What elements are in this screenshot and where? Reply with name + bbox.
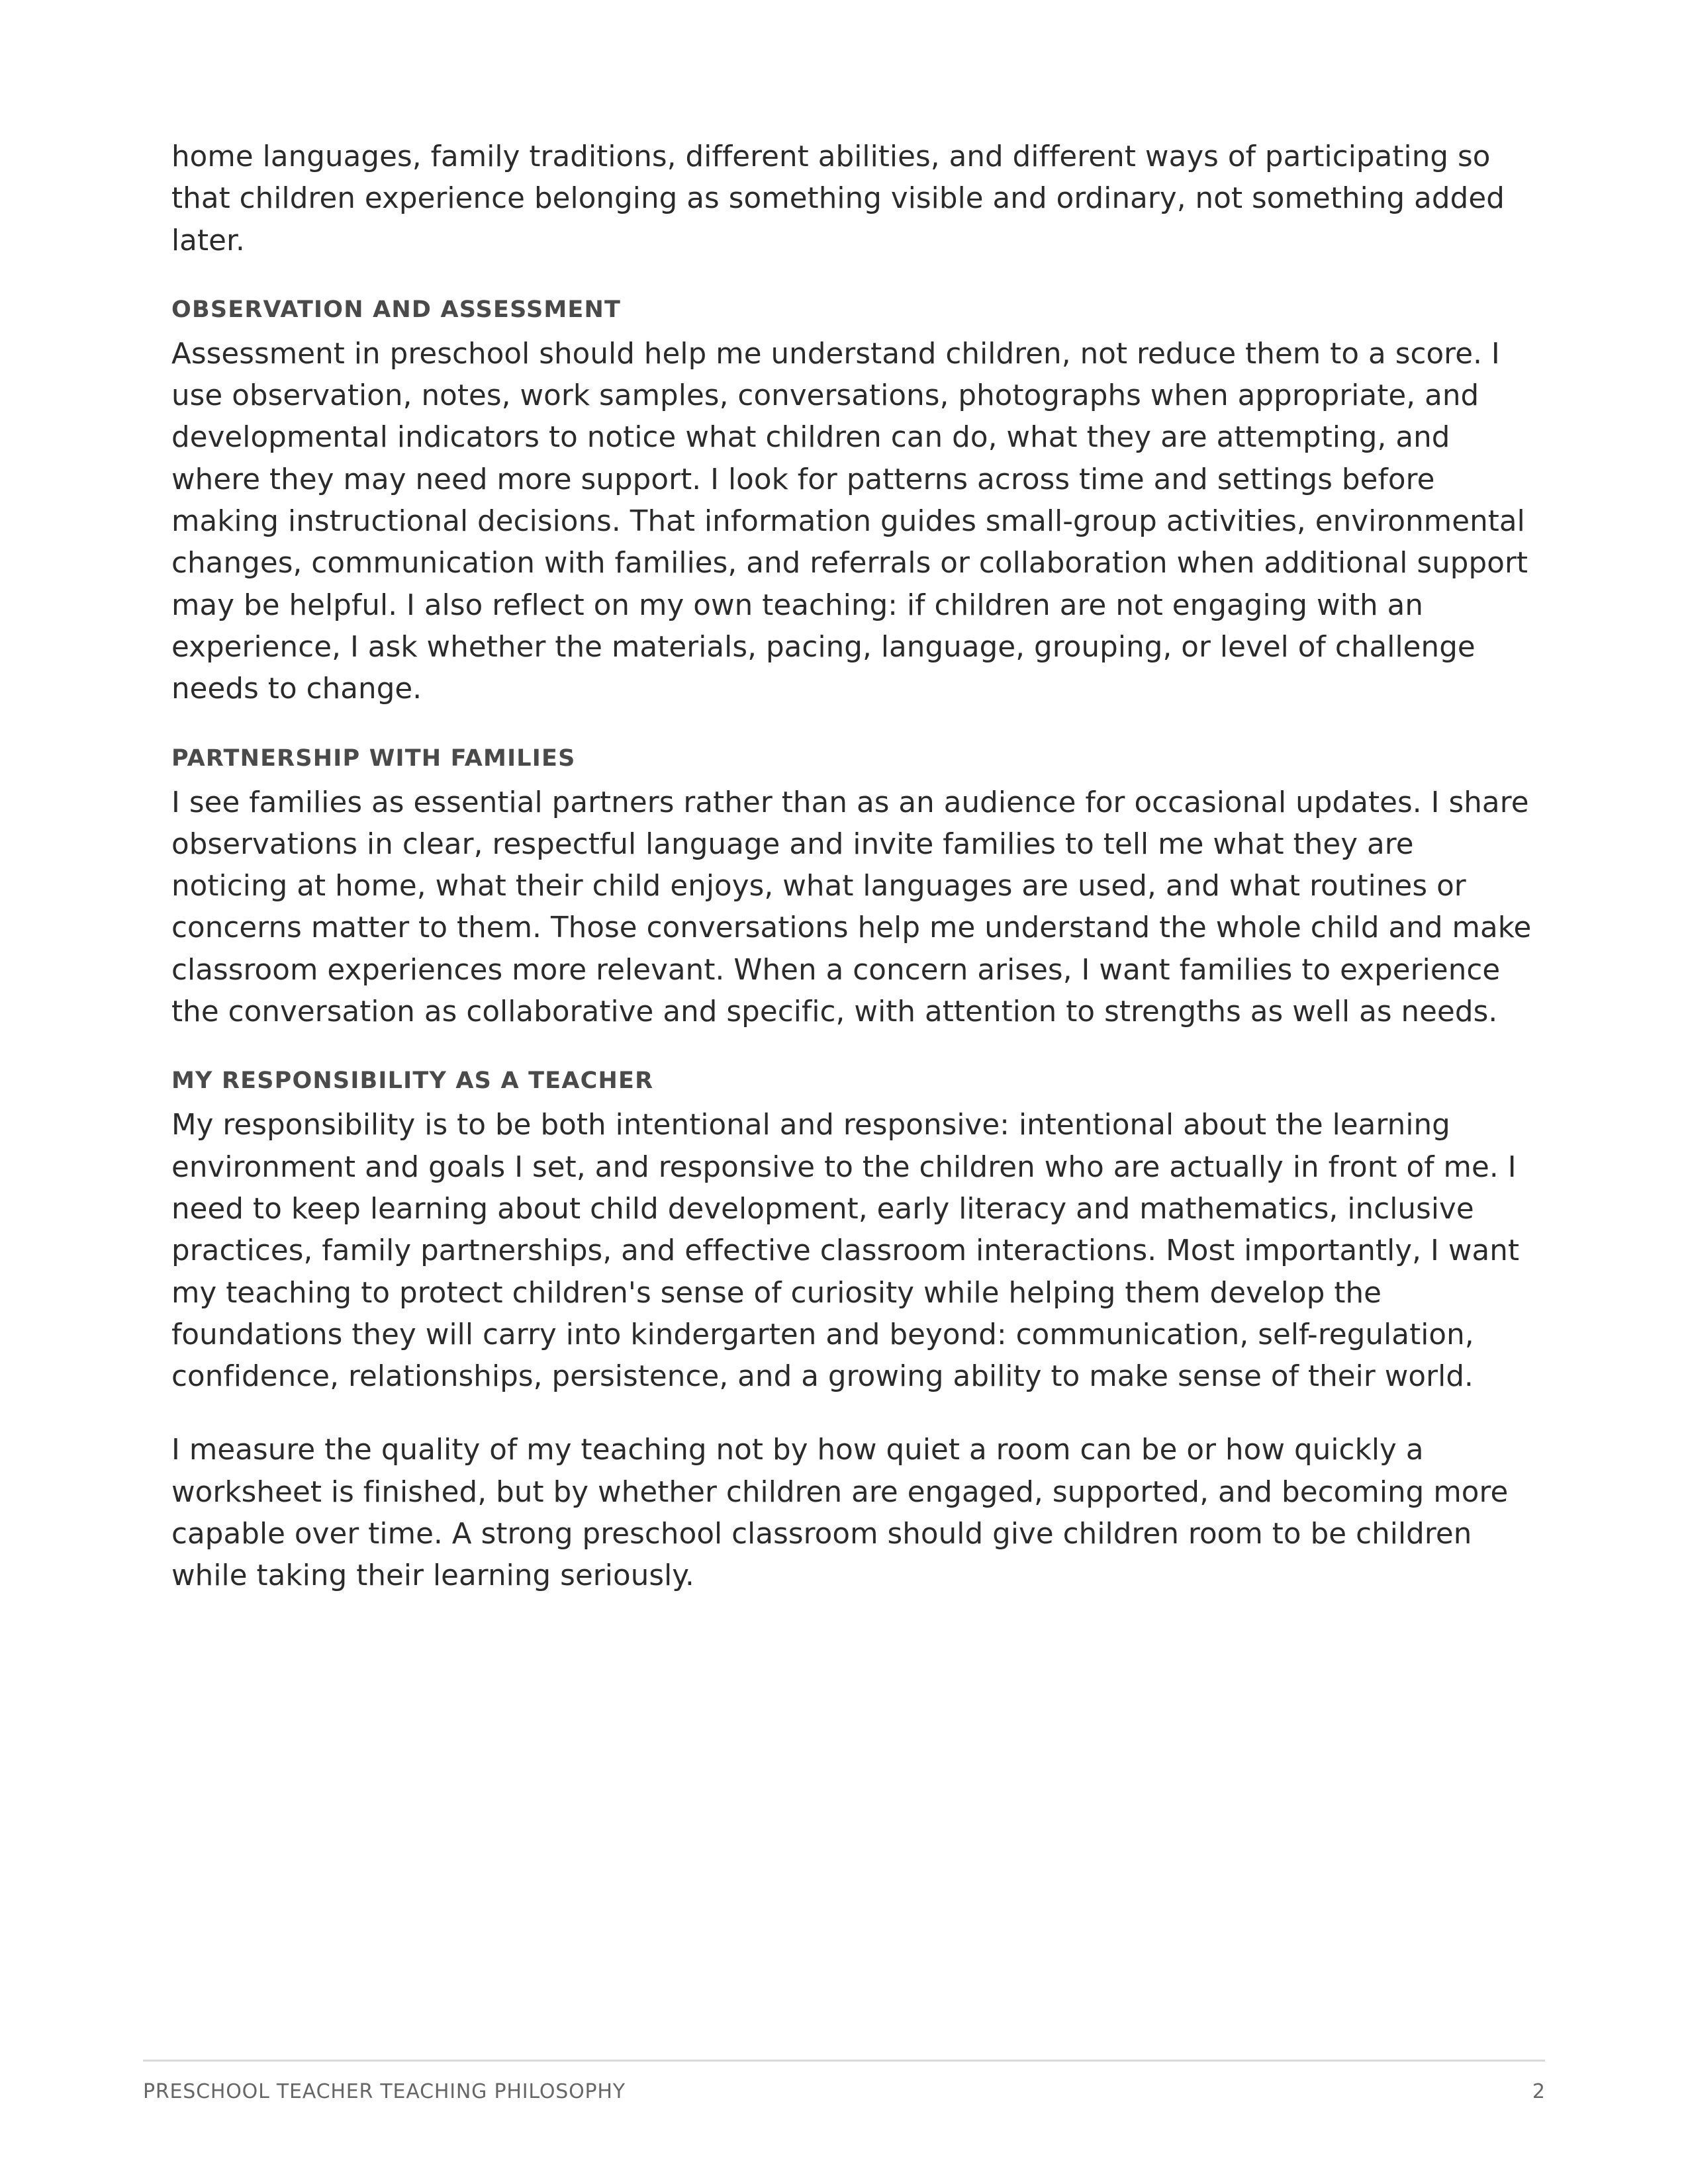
- text-line: making instructional decisions. That information guides small-group activities, environmental: [171, 505, 1525, 539]
- text-line: may be helpful. I also reflect on my own teaching: if children are not engaging with an: [171, 588, 1424, 622]
- text-line: home languages, family traditions, different abilities, and different ways of participating so: [171, 140, 1491, 173]
- text-line: capable over time. A strong preschool classroom should give children room to be children: [171, 1518, 1472, 1551]
- section-heading-families: PARTNERSHIP WITH FAMILIES: [171, 745, 576, 772]
- text-line: worksheet is finished, but by whether children are engaged, supported, and becoming more: [171, 1475, 1509, 1509]
- text-line: practices, family partnerships, and effective classroom interactions. Most importantly, I want: [171, 1234, 1520, 1268]
- text-line: developmental indicators to notice what children can do, what they are attempting, and: [171, 421, 1450, 455]
- closing-paragraph: [171, 1430, 1535, 1597]
- footer-title: PRESCHOOL TEACHER TEACHING PHILOSOPHY: [143, 2080, 626, 2103]
- observation-paragraph: [171, 334, 1535, 711]
- intro-paragraph: [171, 136, 1535, 262]
- text-line: classroom experiences more relevant. When a concern arises, I want families to experience: [171, 953, 1501, 987]
- text-line: foundations they will carry into kindergarten and beyond: communication, self-regulation,: [171, 1318, 1474, 1351]
- families-paragraph: [171, 782, 1535, 1034]
- page-content: [171, 136, 1535, 1598]
- text-line: use observation, notes, work samples, conversations, photographs when appropriate, and: [171, 379, 1479, 413]
- text-line: concerns matter to them. Those conversations help me understand the whole child and make: [171, 911, 1532, 945]
- text-line: later.: [171, 224, 245, 257]
- text-line: I see families as essential partners rather than as an audience for occasional updates. I share: [171, 786, 1529, 819]
- text-line: the conversation as collaborative and specific, with attention to strengths as well as needs.: [171, 995, 1498, 1029]
- responsibility-paragraph: [171, 1105, 1535, 1398]
- text-line: experience, I ask whether the materials, pacing, language, grouping, or level of challenge: [171, 630, 1476, 664]
- text-line: observations in clear, respectful language and invite families to tell me what they are: [171, 827, 1414, 861]
- text-line: my teaching to protect children's sense of curiosity while helping them develop the: [171, 1276, 1382, 1310]
- text-line: changes, communication with families, and referrals or collaboration when additional support: [171, 547, 1528, 580]
- text-line: environment and goals I set, and responsive to the children who are actually in front of me. I: [171, 1150, 1517, 1184]
- text-line: noticing at home, what their child enjoys, what languages are used, and what routines or: [171, 870, 1466, 903]
- text-line: I measure the quality of my teaching not by how quiet a room can be or how quickly a: [171, 1433, 1424, 1467]
- text-line: that children experience belonging as something visible and ordinary, not something added: [171, 182, 1505, 216]
- text-line: need to keep learning about child development, early literacy and mathematics, inclusive: [171, 1192, 1474, 1226]
- page-number: 2: [1532, 2080, 1545, 2103]
- text-line: confidence, relationships, persistence, and a growing ability to make sense of their world.: [171, 1360, 1474, 1394]
- footer-divider: [143, 2060, 1545, 2062]
- text-line: while taking their learning seriously.: [171, 1559, 694, 1593]
- text-line: Assessment in preschool should help me understand children, not reduce them to a score. I: [171, 337, 1500, 371]
- text-line: needs to change.: [171, 672, 422, 706]
- text-line: My responsibility is to be both intentional and responsive: intentional about the learning: [171, 1109, 1450, 1142]
- section-heading-responsibility: MY RESPONSIBILITY AS A TEACHER: [171, 1068, 654, 1095]
- text-line: where they may need more support. I look for patterns across time and settings before: [171, 463, 1435, 496]
- section-heading-observation: OBSERVATION AND ASSESSMENT: [171, 296, 622, 323]
